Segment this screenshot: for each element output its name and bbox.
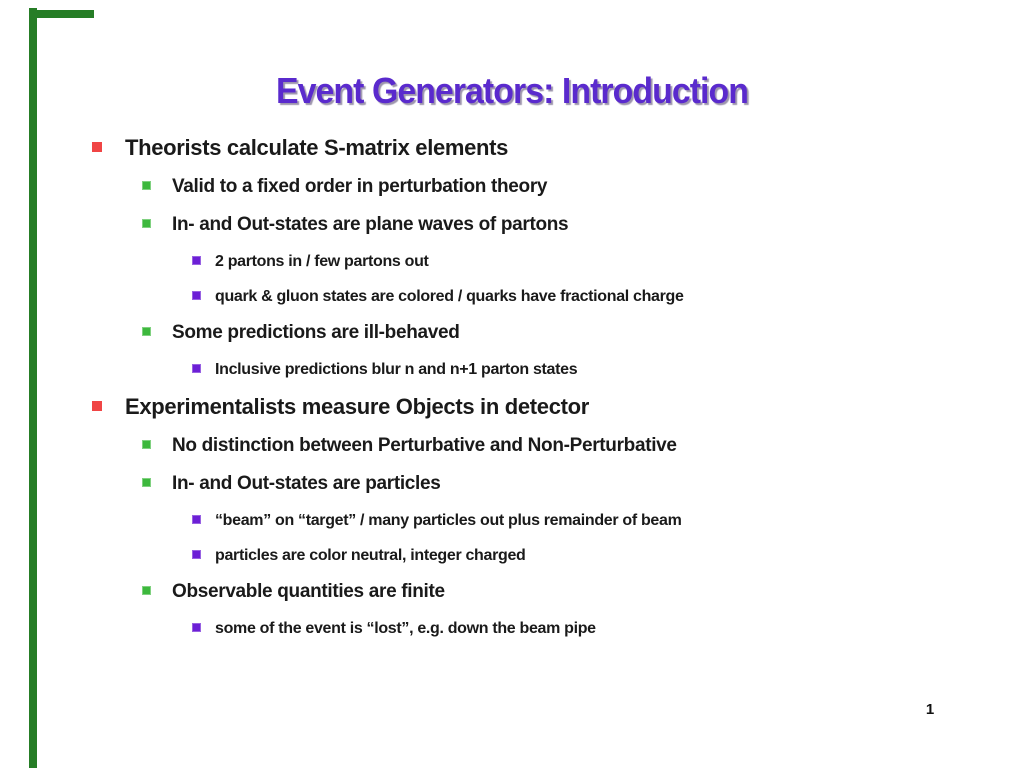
bullet-text: Theorists calculate S-matrix elements [125, 135, 509, 160]
top-green-bar-decoration [29, 10, 94, 18]
bullet-text: “beam” on “target” / many particles out plus remainder of beam [215, 511, 682, 529]
bullet-text: particles are color neutral, integer charged [215, 546, 526, 564]
slide-title: Event Generators: Introduction [276, 70, 748, 111]
bullet-item [0, 387, 1024, 427]
bullet-text: In- and Out-states are particles [172, 473, 441, 494]
bullet-square-icon [142, 327, 151, 336]
bullet-text: Observable quantities are finite [172, 581, 445, 602]
bullet-item [0, 206, 1024, 244]
bullet-square-icon [192, 364, 201, 373]
bullet-text: No distinction between Perturbative and Non-Perturbative [172, 435, 677, 456]
bullet-text: Inclusive predictions blur n and n+1 parton states [215, 360, 578, 378]
page-number: 1 [925, 701, 935, 718]
bullet-item [0, 573, 1024, 611]
bullet-square-icon [192, 256, 201, 265]
bullet-text: some of the event is “lost”, e.g. down the beam pipe [215, 619, 596, 637]
bullet-item [0, 314, 1024, 352]
bullet-item [0, 128, 1024, 168]
bullet-square-icon [192, 291, 201, 300]
bullet-square-icon [92, 401, 102, 411]
bullet-item [0, 168, 1024, 206]
bullet-text: 2 partons in / few partons out [215, 252, 429, 270]
bullet-square-icon [142, 219, 151, 228]
bullet-item [0, 503, 1024, 538]
bullet-item [0, 279, 1024, 314]
bullet-square-icon [92, 142, 102, 152]
bullet-square-icon [192, 623, 201, 632]
bullet-text: Some predictions are ill-behaved [172, 322, 460, 343]
bullet-item [0, 465, 1024, 503]
bullet-square-icon [142, 586, 151, 595]
bullet-square-icon [192, 550, 201, 559]
bullet-square-icon [142, 478, 151, 487]
bullet-text: In- and Out-states are plane waves of partons [172, 214, 569, 235]
bullet-text: Experimentalists measure Objects in detector [125, 394, 589, 419]
bullet-text: quark & gluon states are colored / quarks have fractional charge [215, 287, 684, 305]
bullet-square-icon [192, 515, 201, 524]
bullet-text: Valid to a fixed order in perturbation theory [172, 176, 548, 197]
bullet-item [0, 352, 1024, 387]
bullet-item [0, 427, 1024, 465]
bullet-item [0, 611, 1024, 646]
bullet-item [0, 244, 1024, 279]
bullet-square-icon [142, 440, 151, 449]
bullet-list [0, 128, 1024, 646]
bullet-square-icon [142, 181, 151, 190]
bullet-item [0, 538, 1024, 573]
